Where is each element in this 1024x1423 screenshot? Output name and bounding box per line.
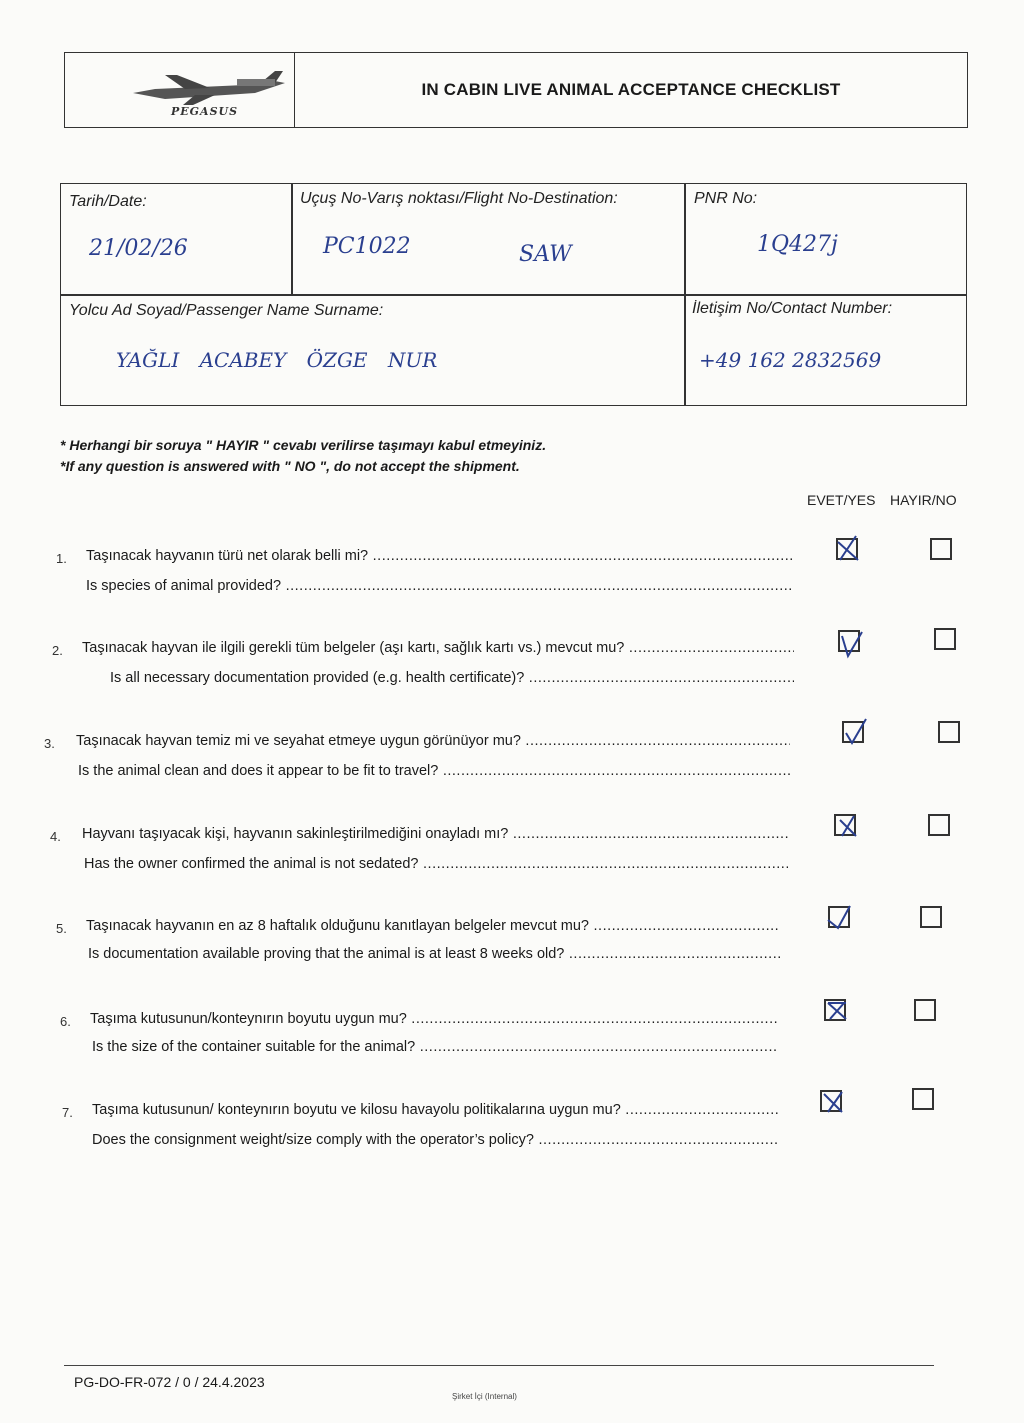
title-cell <box>295 53 967 127</box>
no-checkbox[interactable] <box>912 1088 934 1110</box>
question-number: 5. <box>56 921 67 936</box>
no-checkbox[interactable] <box>920 906 942 928</box>
passenger-info-table <box>60 183 967 406</box>
yes-checkbox-checked[interactable] <box>842 721 864 743</box>
yes-checkbox-checked[interactable] <box>836 538 858 560</box>
question-text-tr: Taşınacak hayvan ile ilgili gerekli tüm belgeler (aşı kartı, sağlık kartı vs.) mevcut mu? ..... <box>82 640 794 656</box>
question-text-en: Is the size of the container suitable for the animal? ..... <box>92 1039 778 1055</box>
check-mark-icon <box>830 806 864 846</box>
check-mark-icon <box>834 622 868 666</box>
question-3 <box>0 733 1024 803</box>
yes-checkbox-checked[interactable] <box>838 630 860 652</box>
check-mark-icon <box>820 991 854 1031</box>
question-number: 4. <box>50 829 61 844</box>
question-text-en: Is the animal clean and does it appear to be fit to travel? ..... <box>78 763 790 779</box>
passenger-label: Yolcu Ad Soyad/Passenger Name Surname: <box>69 302 384 319</box>
warning-note-en: *If any question is answered with " NO ", do not accept the shipment. <box>60 458 520 474</box>
question-text-en: Is species of animal provided? ..... <box>86 578 792 594</box>
question-text-en: Does the consignment weight/size comply with the operator’s policy? ..... <box>92 1132 778 1148</box>
passenger-value[interactable]: YAĞLI ACABEY ÖZGE NUR <box>116 348 438 372</box>
no-checkbox[interactable] <box>914 999 936 1021</box>
pnr-value[interactable]: 1Q427j <box>757 232 838 257</box>
question-4 <box>0 826 1024 896</box>
question-5 <box>0 918 1024 988</box>
question-text-tr: Taşınacak hayvan temiz mi ve seyahat etmeye uygun görünüyor mu? ..... <box>76 733 790 749</box>
question-text-en: Is documentation available proving that the animal is at least 8 weeks old? ..... <box>88 946 780 962</box>
warning-note-tr: * Herhangi bir soruya " HAYIR " cevabı verilirse taşımayı kabul etmeyiniz. <box>60 437 547 453</box>
destination-value[interactable]: SAW <box>519 242 572 267</box>
question-text-en: Has the owner confirmed the animal is not sedated? ..... <box>84 856 788 872</box>
yes-checkbox-checked[interactable] <box>834 814 856 836</box>
question-text-tr: Taşınacak hayvanın türü net olarak belli mi? ..... <box>86 548 792 564</box>
column-header-yes: EVET/YES <box>807 492 876 508</box>
question-number: 1. <box>56 551 67 566</box>
check-mark-icon <box>838 713 872 753</box>
check-mark-icon <box>832 530 866 570</box>
check-mark-icon <box>816 1082 850 1122</box>
question-text-tr: Taşıma kutusunun/ konteynırın boyutu ve kilosu havayolu politikalarına uygun mu? ..... <box>92 1102 778 1118</box>
flight-number-value[interactable]: PC1022 <box>323 234 411 259</box>
date-value[interactable]: 21/02/26 <box>89 236 188 261</box>
yes-checkbox-checked[interactable] <box>828 906 850 928</box>
contact-value[interactable]: +49 162 2832569 <box>699 348 882 372</box>
question-text-en: Is all necessary documentation provided (e.g. health certificate)? ..... <box>110 670 794 686</box>
no-checkbox[interactable] <box>934 628 956 650</box>
no-checkbox[interactable] <box>930 538 952 560</box>
flight-label: Uçuş No-Varış noktası/Flight No-Destination: <box>300 190 618 207</box>
question-7 <box>0 1102 1024 1172</box>
check-mark-icon <box>824 898 858 938</box>
form-title: IN CABIN LIVE ANIMAL ACCEPTANCE CHECKLIST <box>421 80 841 99</box>
classification-label: Şirket İçi (Internal) <box>452 1392 517 1401</box>
pnr-label: PNR No: <box>694 190 758 207</box>
footer-divider <box>64 1365 934 1366</box>
logo-brand-text: PEGASUS <box>171 105 239 118</box>
logo-area <box>65 53 295 127</box>
question-number: 3. <box>44 736 55 751</box>
question-text-tr: Taşıma kutusunun/konteynırın boyutu uygun mu? ..... <box>90 1011 778 1027</box>
no-checkbox[interactable] <box>938 721 960 743</box>
yes-checkbox-checked[interactable] <box>824 999 846 1021</box>
question-number: 7. <box>62 1105 73 1120</box>
contact-label: İletişim No/Contact Number: <box>692 300 893 317</box>
question-text-tr: Taşınacak hayvanın en az 8 haftalık olduğunu kanıtlayan belgeler mevcut mu? ..... <box>86 918 780 934</box>
question-number: 6. <box>60 1014 71 1029</box>
question-1 <box>0 548 1024 618</box>
yes-checkbox-checked[interactable] <box>820 1090 842 1112</box>
question-number: 2. <box>52 643 63 658</box>
question-text-tr: Hayvanı taşıyacak kişi, hayvanın sakinleştirilmediğini onayladı mı? ..... <box>82 826 788 842</box>
date-label: Tarih/Date: <box>69 193 147 210</box>
form-code: PG-DO-FR-072 / 0 / 24.4.2023 <box>74 1374 265 1390</box>
question-2 <box>0 640 1024 710</box>
airplane-logo-icon <box>125 69 315 109</box>
column-header-no: HAYIR/NO <box>890 492 957 508</box>
question-6 <box>0 1011 1024 1081</box>
no-checkbox[interactable] <box>928 814 950 836</box>
form-header <box>64 52 968 128</box>
